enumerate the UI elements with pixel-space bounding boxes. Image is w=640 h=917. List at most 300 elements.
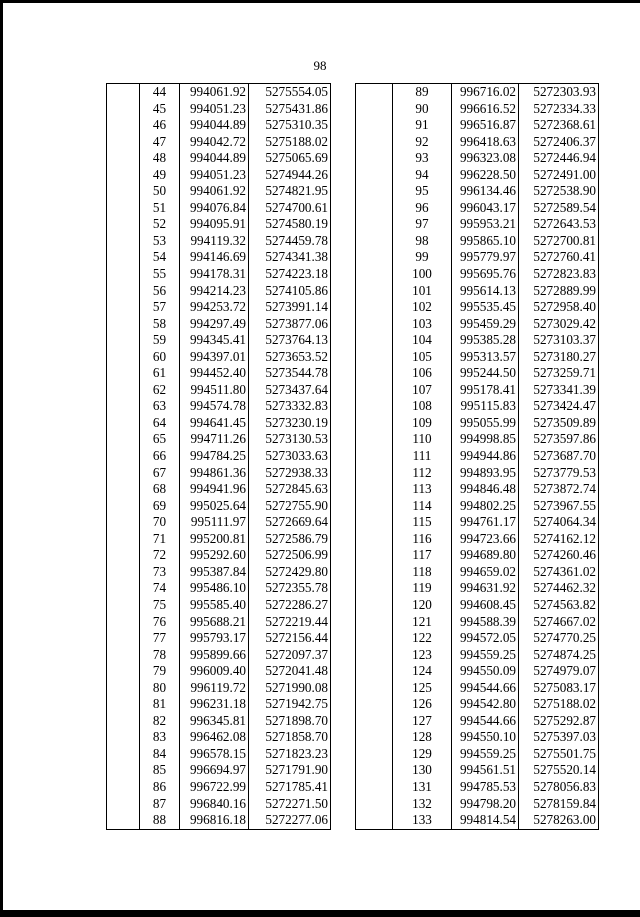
x-coordinate-cell: 994659.02 [452, 564, 519, 581]
scan-edge-bottom [0, 910, 640, 917]
table-row [356, 266, 599, 283]
blank-cell [356, 597, 393, 614]
point-number-cell: 75 [140, 597, 180, 614]
x-coordinate-cell: 994846.48 [452, 481, 519, 498]
blank-cell [107, 233, 140, 250]
y-coordinate-cell: 5272669.64 [249, 514, 331, 531]
blank-cell [356, 614, 393, 631]
coordinates-table-right [355, 83, 599, 830]
blank-cell [356, 580, 393, 597]
y-coordinate-cell: 5272446.94 [519, 150, 599, 167]
table-row [356, 547, 599, 564]
table-row [107, 283, 331, 300]
blank-cell [107, 134, 140, 151]
x-coordinate-cell: 994861.36 [180, 465, 249, 482]
table-row [107, 762, 331, 779]
blank-cell [107, 481, 140, 498]
point-number-cell: 126 [393, 696, 452, 713]
table-row [356, 465, 599, 482]
point-number-cell: 116 [393, 531, 452, 548]
blank-cell [107, 547, 140, 564]
y-coordinate-cell: 5274341.38 [249, 249, 331, 266]
point-number-cell: 77 [140, 630, 180, 647]
x-coordinate-cell: 994689.80 [452, 547, 519, 564]
table-row [107, 134, 331, 151]
table-row [107, 233, 331, 250]
x-coordinate-cell: 994044.89 [180, 117, 249, 134]
x-coordinate-cell: 994253.72 [180, 299, 249, 316]
table-row [356, 117, 599, 134]
point-number-cell: 132 [393, 796, 452, 813]
table-row [107, 647, 331, 664]
point-number-cell: 94 [393, 167, 452, 184]
table-row [107, 84, 331, 101]
blank-cell [356, 630, 393, 647]
point-number-cell: 97 [393, 216, 452, 233]
y-coordinate-cell: 5271898.70 [249, 713, 331, 730]
y-coordinate-cell: 5274979.07 [519, 663, 599, 680]
blank-cell [356, 663, 393, 680]
blank-cell [107, 299, 140, 316]
y-coordinate-cell: 5273779.53 [519, 465, 599, 482]
x-coordinate-cell: 994214.23 [180, 283, 249, 300]
blank-cell [107, 183, 140, 200]
blank-cell [356, 398, 393, 415]
x-coordinate-cell: 994559.25 [452, 746, 519, 763]
y-coordinate-cell: 5272755.90 [249, 498, 331, 515]
table-row [107, 746, 331, 763]
coordinates-table-left [106, 83, 331, 830]
table-row [356, 630, 599, 647]
y-coordinate-cell: 5272219.44 [249, 614, 331, 631]
y-coordinate-cell: 5273341.39 [519, 382, 599, 399]
table-row [107, 448, 331, 465]
point-number-cell: 74 [140, 580, 180, 597]
point-number-cell: 66 [140, 448, 180, 465]
x-coordinate-cell: 994061.92 [180, 84, 249, 101]
blank-cell [107, 117, 140, 134]
point-number-cell: 62 [140, 382, 180, 399]
blank-cell [356, 696, 393, 713]
x-coordinate-cell: 996616.52 [452, 101, 519, 118]
point-number-cell: 84 [140, 746, 180, 763]
table-row [356, 200, 599, 217]
y-coordinate-cell: 5278263.00 [519, 812, 599, 829]
x-coordinate-cell: 996134.46 [452, 183, 519, 200]
point-number-cell: 50 [140, 183, 180, 200]
x-coordinate-cell: 995313.57 [452, 349, 519, 366]
blank-cell [107, 696, 140, 713]
blank-cell [107, 498, 140, 515]
table-row [107, 183, 331, 200]
table-row [107, 365, 331, 382]
point-number-cell: 54 [140, 249, 180, 266]
blank-cell [107, 382, 140, 399]
table-row [356, 167, 599, 184]
blank-cell [107, 200, 140, 217]
point-number-cell: 128 [393, 729, 452, 746]
y-coordinate-cell: 5272334.33 [519, 101, 599, 118]
table-row [107, 696, 331, 713]
point-number-cell: 69 [140, 498, 180, 515]
point-number-cell: 82 [140, 713, 180, 730]
point-number-cell: 76 [140, 614, 180, 631]
x-coordinate-cell: 994631.92 [452, 580, 519, 597]
y-coordinate-cell: 5273033.63 [249, 448, 331, 465]
x-coordinate-cell: 994802.25 [452, 498, 519, 515]
blank-cell [356, 365, 393, 382]
x-coordinate-cell: 995695.76 [452, 266, 519, 283]
x-coordinate-cell: 994146.69 [180, 249, 249, 266]
table-row [356, 696, 599, 713]
y-coordinate-cell: 5272041.48 [249, 663, 331, 680]
x-coordinate-cell: 995688.21 [180, 614, 249, 631]
x-coordinate-cell: 996418.63 [452, 134, 519, 151]
page-number: 98 [313, 58, 327, 73]
y-coordinate-cell: 5273509.89 [519, 415, 599, 432]
point-number-cell: 92 [393, 134, 452, 151]
point-number-cell: 71 [140, 531, 180, 548]
x-coordinate-cell: 994574.78 [180, 398, 249, 415]
y-coordinate-cell: 5272491.00 [519, 167, 599, 184]
point-number-cell: 47 [140, 134, 180, 151]
y-coordinate-cell: 5272586.79 [249, 531, 331, 548]
x-coordinate-cell: 995779.97 [452, 249, 519, 266]
blank-cell [356, 779, 393, 796]
y-coordinate-cell: 5275188.02 [519, 696, 599, 713]
blank-cell [107, 796, 140, 813]
point-number-cell: 122 [393, 630, 452, 647]
table-row [356, 134, 599, 151]
y-coordinate-cell: 5272406.37 [519, 134, 599, 151]
point-number-cell: 113 [393, 481, 452, 498]
table-row [356, 365, 599, 382]
x-coordinate-cell: 995025.64 [180, 498, 249, 515]
table-row [107, 150, 331, 167]
blank-cell [356, 762, 393, 779]
x-coordinate-cell: 995292.60 [180, 547, 249, 564]
table-row [107, 779, 331, 796]
y-coordinate-cell: 5275292.87 [519, 713, 599, 730]
x-coordinate-cell: 994559.25 [452, 647, 519, 664]
x-coordinate-cell: 995459.29 [452, 316, 519, 333]
blank-cell [107, 398, 140, 415]
point-number-cell: 98 [393, 233, 452, 250]
table-row [107, 332, 331, 349]
y-coordinate-cell: 5272271.50 [249, 796, 331, 813]
y-coordinate-cell: 5272097.37 [249, 647, 331, 664]
y-coordinate-cell: 5274223.18 [249, 266, 331, 283]
point-number-cell: 44 [140, 84, 180, 101]
blank-cell [356, 796, 393, 813]
y-coordinate-cell: 5275501.75 [519, 746, 599, 763]
y-coordinate-cell: 5272760.41 [519, 249, 599, 266]
blank-cell [356, 249, 393, 266]
blank-cell [356, 547, 393, 564]
point-number-cell: 107 [393, 382, 452, 399]
point-number-cell: 49 [140, 167, 180, 184]
table-row [107, 167, 331, 184]
x-coordinate-cell: 995535.45 [452, 299, 519, 316]
blank-cell [107, 431, 140, 448]
x-coordinate-cell: 994784.25 [180, 448, 249, 465]
x-coordinate-cell: 996578.15 [180, 746, 249, 763]
point-number-cell: 46 [140, 117, 180, 134]
y-coordinate-cell: 5273130.53 [249, 431, 331, 448]
x-coordinate-cell: 996840.16 [180, 796, 249, 813]
table-row [107, 465, 331, 482]
point-number-cell: 131 [393, 779, 452, 796]
blank-cell [356, 448, 393, 465]
x-coordinate-cell: 995055.99 [452, 415, 519, 432]
y-coordinate-cell: 5272368.61 [519, 117, 599, 134]
x-coordinate-cell: 996345.81 [180, 713, 249, 730]
blank-cell [107, 663, 140, 680]
point-number-cell: 112 [393, 465, 452, 482]
y-coordinate-cell: 5274459.78 [249, 233, 331, 250]
point-number-cell: 108 [393, 398, 452, 415]
blank-cell [356, 233, 393, 250]
table-row [107, 713, 331, 730]
blank-cell [356, 514, 393, 531]
blank-cell [356, 167, 393, 184]
point-number-cell: 123 [393, 647, 452, 664]
table-row [356, 415, 599, 432]
table-row [356, 564, 599, 581]
x-coordinate-cell: 995486.10 [180, 580, 249, 597]
point-number-cell: 64 [140, 415, 180, 432]
blank-cell [356, 647, 393, 664]
x-coordinate-cell: 994641.45 [180, 415, 249, 432]
point-number-cell: 105 [393, 349, 452, 366]
table-row [356, 382, 599, 399]
y-coordinate-cell: 5273437.64 [249, 382, 331, 399]
x-coordinate-cell: 995244.50 [452, 365, 519, 382]
table-row [107, 249, 331, 266]
table-row [107, 663, 331, 680]
blank-cell [107, 332, 140, 349]
table-row [107, 614, 331, 631]
point-number-cell: 87 [140, 796, 180, 813]
blank-cell [356, 415, 393, 432]
table-row [356, 597, 599, 614]
table-row [107, 382, 331, 399]
y-coordinate-cell: 5278159.84 [519, 796, 599, 813]
blank-cell [107, 614, 140, 631]
y-coordinate-cell: 5271942.75 [249, 696, 331, 713]
blank-cell [356, 349, 393, 366]
table-row [107, 216, 331, 233]
point-number-cell: 93 [393, 150, 452, 167]
y-coordinate-cell: 5274462.32 [519, 580, 599, 597]
blank-cell [107, 812, 140, 829]
blank-cell [356, 812, 393, 829]
y-coordinate-cell: 5272938.33 [249, 465, 331, 482]
blank-cell [356, 498, 393, 515]
x-coordinate-cell: 995953.21 [452, 216, 519, 233]
blank-cell [107, 531, 140, 548]
point-number-cell: 83 [140, 729, 180, 746]
x-coordinate-cell: 994051.23 [180, 167, 249, 184]
x-coordinate-cell: 994076.84 [180, 200, 249, 217]
table-row [107, 597, 331, 614]
blank-cell [356, 134, 393, 151]
y-coordinate-cell: 5272286.27 [249, 597, 331, 614]
x-coordinate-cell: 994542.80 [452, 696, 519, 713]
point-number-cell: 58 [140, 316, 180, 333]
point-number-cell: 133 [393, 812, 452, 829]
blank-cell [107, 283, 140, 300]
x-coordinate-cell: 996516.87 [452, 117, 519, 134]
blank-cell [356, 713, 393, 730]
point-number-cell: 100 [393, 266, 452, 283]
x-coordinate-cell: 995200.81 [180, 531, 249, 548]
blank-cell [356, 266, 393, 283]
y-coordinate-cell: 5272845.63 [249, 481, 331, 498]
point-number-cell: 85 [140, 762, 180, 779]
table-row [356, 150, 599, 167]
x-coordinate-cell: 994345.41 [180, 332, 249, 349]
blank-cell [107, 580, 140, 597]
point-number-cell: 53 [140, 233, 180, 250]
table-row [356, 647, 599, 664]
table-row [356, 332, 599, 349]
table-row [356, 398, 599, 415]
blank-cell [107, 779, 140, 796]
y-coordinate-cell: 5273103.37 [519, 332, 599, 349]
blank-cell [107, 316, 140, 333]
point-number-cell: 65 [140, 431, 180, 448]
y-coordinate-cell: 5273259.71 [519, 365, 599, 382]
blank-cell [107, 564, 140, 581]
table-row [356, 283, 599, 300]
table-row [107, 481, 331, 498]
blank-cell [107, 647, 140, 664]
point-number-cell: 89 [393, 84, 452, 101]
y-coordinate-cell: 5273877.06 [249, 316, 331, 333]
y-coordinate-cell: 5273764.13 [249, 332, 331, 349]
table-row [356, 614, 599, 631]
x-coordinate-cell: 995865.10 [452, 233, 519, 250]
table-row [107, 299, 331, 316]
y-coordinate-cell: 5274944.26 [249, 167, 331, 184]
x-coordinate-cell: 996694.97 [180, 762, 249, 779]
y-coordinate-cell: 5273597.86 [519, 431, 599, 448]
table-row [356, 762, 599, 779]
table-row [356, 431, 599, 448]
table-row [356, 249, 599, 266]
x-coordinate-cell: 994550.09 [452, 663, 519, 680]
point-number-cell: 125 [393, 680, 452, 697]
point-number-cell: 114 [393, 498, 452, 515]
table-row [356, 663, 599, 680]
x-coordinate-cell: 994550.10 [452, 729, 519, 746]
point-number-cell: 56 [140, 283, 180, 300]
point-number-cell: 91 [393, 117, 452, 134]
y-coordinate-cell: 5275431.86 [249, 101, 331, 118]
table-row [356, 233, 599, 250]
blank-cell [107, 101, 140, 118]
x-coordinate-cell: 995793.17 [180, 630, 249, 647]
table-row [356, 812, 599, 829]
table-row [356, 84, 599, 101]
table-row [107, 580, 331, 597]
y-coordinate-cell: 5274700.61 [249, 200, 331, 217]
x-coordinate-cell: 994711.26 [180, 431, 249, 448]
table-row [107, 117, 331, 134]
blank-cell [356, 680, 393, 697]
x-coordinate-cell: 994095.91 [180, 216, 249, 233]
blank-cell [107, 150, 140, 167]
x-coordinate-cell: 996816.18 [180, 812, 249, 829]
x-coordinate-cell: 994998.85 [452, 431, 519, 448]
y-coordinate-cell: 5274667.02 [519, 614, 599, 631]
table-row [107, 680, 331, 697]
point-number-cell: 99 [393, 249, 452, 266]
y-coordinate-cell: 5274770.25 [519, 630, 599, 647]
y-coordinate-cell: 5273424.47 [519, 398, 599, 415]
y-coordinate-cell: 5272156.44 [249, 630, 331, 647]
point-number-cell: 115 [393, 514, 452, 531]
blank-cell [356, 481, 393, 498]
y-coordinate-cell: 5273872.74 [519, 481, 599, 498]
point-number-cell: 96 [393, 200, 452, 217]
table-row [356, 183, 599, 200]
table-row [356, 448, 599, 465]
x-coordinate-cell: 996228.50 [452, 167, 519, 184]
x-coordinate-cell: 995115.83 [452, 398, 519, 415]
point-number-cell: 45 [140, 101, 180, 118]
point-number-cell: 102 [393, 299, 452, 316]
blank-cell [356, 117, 393, 134]
point-number-cell: 80 [140, 680, 180, 697]
point-number-cell: 81 [140, 696, 180, 713]
table-row [356, 481, 599, 498]
table-row [356, 531, 599, 548]
x-coordinate-cell: 995111.97 [180, 514, 249, 531]
x-coordinate-cell: 995614.13 [452, 283, 519, 300]
x-coordinate-cell: 994544.66 [452, 713, 519, 730]
y-coordinate-cell: 5273029.42 [519, 316, 599, 333]
x-coordinate-cell: 994761.17 [452, 514, 519, 531]
y-coordinate-cell: 5274260.46 [519, 547, 599, 564]
table-row [107, 812, 331, 829]
point-number-cell: 59 [140, 332, 180, 349]
table-row [107, 431, 331, 448]
y-coordinate-cell: 5272506.99 [249, 547, 331, 564]
point-number-cell: 51 [140, 200, 180, 217]
y-coordinate-cell: 5273653.52 [249, 349, 331, 366]
y-coordinate-cell: 5275554.05 [249, 84, 331, 101]
table-row [356, 349, 599, 366]
point-number-cell: 124 [393, 663, 452, 680]
point-number-cell: 129 [393, 746, 452, 763]
x-coordinate-cell: 996716.02 [452, 84, 519, 101]
x-coordinate-cell: 994061.92 [180, 183, 249, 200]
blank-cell [356, 746, 393, 763]
y-coordinate-cell: 5273544.78 [249, 365, 331, 382]
point-number-cell: 90 [393, 101, 452, 118]
y-coordinate-cell: 5272429.80 [249, 564, 331, 581]
y-coordinate-cell: 5278056.83 [519, 779, 599, 796]
table-row [107, 415, 331, 432]
y-coordinate-cell: 5272538.90 [519, 183, 599, 200]
y-coordinate-cell: 5273991.14 [249, 299, 331, 316]
y-coordinate-cell: 5272700.81 [519, 233, 599, 250]
point-number-cell: 86 [140, 779, 180, 796]
x-coordinate-cell: 994397.01 [180, 349, 249, 366]
blank-cell [356, 564, 393, 581]
